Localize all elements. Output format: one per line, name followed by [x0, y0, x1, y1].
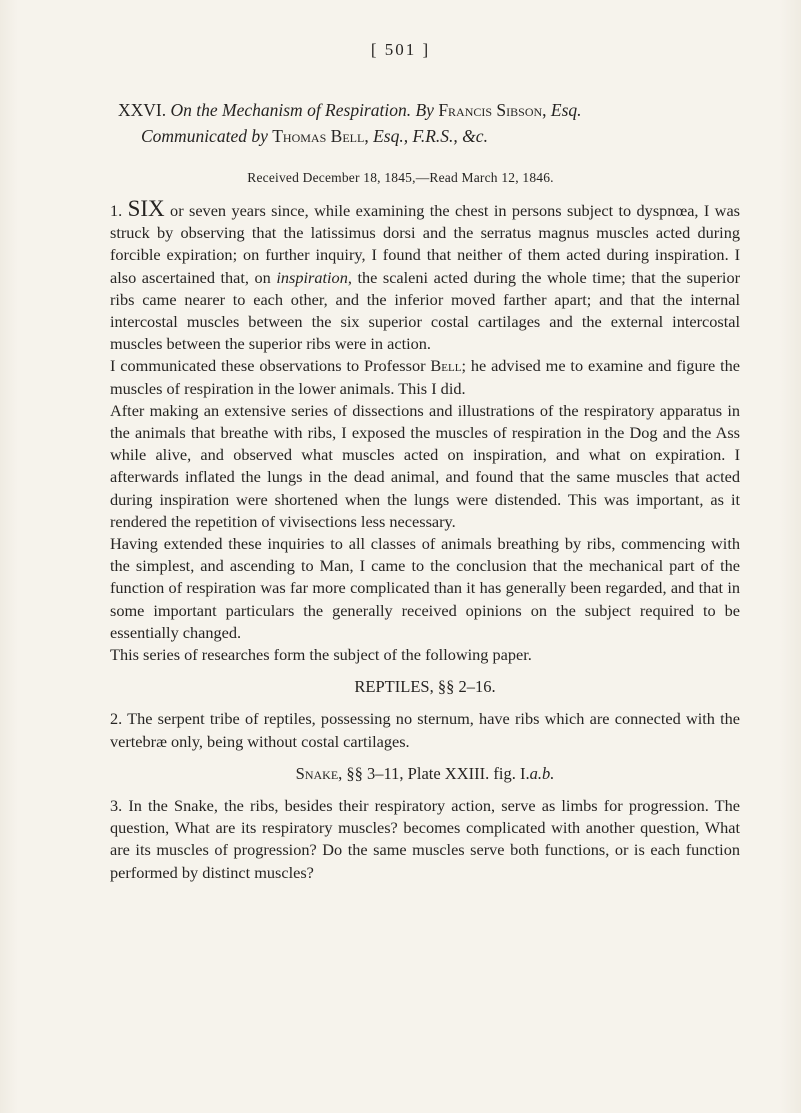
by-label: By: [415, 100, 434, 120]
paragraph-1-italic: inspiration: [276, 267, 348, 287]
drop-initial: SIX: [127, 196, 165, 221]
author-name: Francis Sibson: [438, 100, 543, 120]
paragraph-1-text-b: , the scaleni acted during the whole time; that the superior ribs came nearer to each other, and the inferior moved farther apart; and that the internal intercostal muscles between the six superior costal cartilages and the external intercostal muscles between the superior ribs were in action.: [110, 267, 741, 354]
received-date: Received December 18, 1845,—Read March 12, 1846.: [247, 170, 554, 185]
page-number: [ 501 ]: [370, 40, 431, 59]
paragraph-2-text-b: ; he advised me to examine and figure the muscles of respiration in the lower animals. This I did.: [110, 356, 740, 398]
paragraph-2-text-a: I communicated these observations to Professor: [110, 356, 431, 376]
paragraph-1: [110, 196, 741, 355]
paragraph-2: [110, 355, 740, 399]
paragraph-4: Having extended these inquiries to all classes of animals breathing by ribs, commencing with the simplest, and ascending to Man, I came to the conclusion that the mechanical part of the function of respiration was far more complicated than it has generally been regarded, and that in some important particulars the generally received opinions on the subject required to be essentially changed.: [110, 534, 740, 642]
snake-fig-ref: a.b.: [529, 763, 555, 783]
paragraph-6: 2. The serpent tribe of reptiles, possessing no sternum, have ribs which are connected with the vertebræ only, being without costal cartilages.: [110, 709, 740, 751]
article-title-line: XXVI. On the Mechanism of Respiration. By Francis Sibson, Esq.: [118, 100, 582, 120]
author-suffix: Esq.: [550, 100, 582, 120]
communicator-suffix: Esq., F.R.S., &c.: [373, 126, 488, 146]
snake-refs: §§ 3–11, Plate XXIII. fig. I.: [342, 763, 530, 783]
body-text: [110, 196, 741, 884]
communicated-label: Communicated by: [141, 126, 268, 146]
section-heading-reptiles: REPTILES, §§ 2–16.: [354, 677, 496, 697]
paragraph-1-number: 1.: [110, 201, 123, 220]
article-number: XXVI.: [118, 100, 167, 120]
article-heading: [118, 97, 738, 149]
paragraph-3: After making an extensive series of dissections and illustrations of the respiratory apparatus in the animals that breathe with ribs, I exposed the muscles of respiration in the Dog and the Ass while alive, and observed what muscles acted on inspiration, and what on expiration. I afterwards inflated the lungs in the dead animal, and found that the same muscles that acted during inspiration were shortened when the lungs were distended. This was important, as it rendered the repetition of vivisections less necessary.: [110, 400, 740, 531]
paragraph-5: This series of researches form the subject of the following paper.: [110, 645, 532, 665]
professor-name: Bell: [430, 356, 462, 376]
article-title: On the Mechanism of Respiration.: [170, 100, 412, 120]
paragraph-1-text-a: or seven years since, while examining the chest in persons subject to dyspnœa, I was struck by observing that the latissimus dorsi and the serratus magnus muscles acted during forcible expiration; on further inquiry, I found that neither of them acted during inspiration. I also ascertained that, on: [110, 201, 741, 287]
section-heading-snake: [110, 763, 740, 785]
communicator-name: Thomas Bell: [272, 126, 365, 146]
snake-label: Snake,: [295, 763, 343, 783]
paragraph-7: 3. In the Snake, the ribs, besides their respiratory action, serve as limbs for progression. The question, What are its respiratory muscles? becomes complicated with another question, What are its muscles of progression? Do the same muscles serve both functions, or is each function performed by distinct muscles?: [110, 796, 740, 882]
communicated-line: Communicated by Thomas Bell, Esq., F.R.S., &c.: [141, 126, 488, 146]
